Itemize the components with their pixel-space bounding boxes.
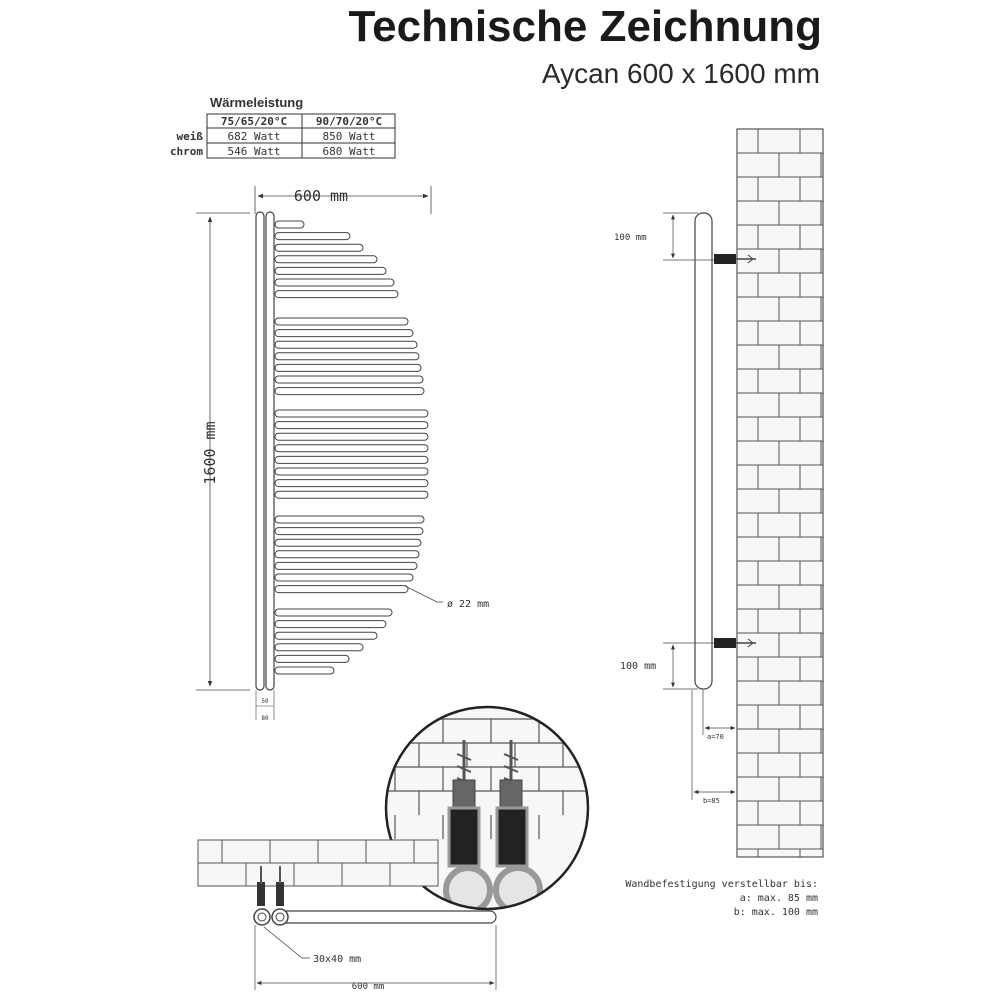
table-col-header: 75/65/20°C (220, 115, 288, 128)
heating-tube (275, 364, 421, 371)
heating-tube (275, 528, 423, 535)
heating-tube (275, 491, 428, 498)
heating-tube (275, 244, 363, 251)
small-dim-label: 80 (261, 715, 269, 722)
mounting-note (625, 879, 818, 918)
side-view (663, 129, 823, 857)
small-dim-label: 50 (261, 698, 269, 705)
heating-tube (275, 376, 423, 383)
top-view-tube (272, 911, 496, 923)
heating-tube (275, 516, 424, 523)
heat-output-table (170, 95, 395, 158)
pipe-clamp-left (446, 868, 490, 912)
heating-tube (275, 233, 350, 240)
heating-tube (275, 410, 428, 417)
table-cell: 850 Watt (322, 130, 376, 143)
mount-note-line: a: max. 85 mm (739, 893, 818, 904)
collector-pipe-left (256, 212, 264, 690)
heating-tube (275, 341, 417, 348)
width-dimension-label: 600 mm (293, 187, 349, 205)
radiator-side-profile (695, 213, 712, 689)
collector-pipe-right (266, 212, 274, 690)
heating-tube (275, 632, 377, 639)
b-dimension-label: b=85 (703, 797, 720, 805)
height-dimension-label: 1600 mm (201, 421, 219, 485)
pipe-diameter-label: ø 22 mm (447, 599, 490, 610)
table-cell: 546 Watt (227, 145, 281, 158)
heating-tube (275, 574, 413, 581)
heating-tube (275, 456, 428, 463)
page-subtitle: Aycan 600 x 1600 mm (541, 58, 820, 89)
table-row-label: weiß (176, 130, 203, 143)
heating-tube (275, 433, 428, 440)
table-row-label: chrom (169, 145, 203, 158)
a-dimension-label: a=70 (707, 733, 724, 741)
top-bracket-right (276, 882, 284, 906)
table-col-header: 90/70/20°C (315, 115, 383, 128)
bracket-block-right (497, 808, 527, 866)
heating-tube (275, 353, 419, 360)
mount-note-line: b: max. 100 mm (733, 907, 818, 918)
heating-tube (275, 330, 413, 337)
heating-tube (275, 609, 392, 616)
heating-tube (275, 279, 394, 286)
table-cell: 682 Watt (227, 130, 281, 143)
heating-tube (275, 655, 349, 662)
top-offset-label: 100 mm (614, 233, 647, 243)
page-title: Technische Zeichnung (348, 2, 822, 51)
table-heading: Wärmeleistung (210, 95, 304, 110)
heating-tube (275, 445, 428, 452)
heating-tube (275, 468, 428, 475)
heating-tube (275, 256, 377, 263)
heating-tube (275, 267, 386, 274)
heating-tubes (275, 221, 428, 674)
bottom-offset-label: 100 mm (620, 661, 657, 672)
heating-tube (275, 480, 428, 487)
connection-size-label: 30x40 mm (313, 954, 362, 965)
heating-tube (275, 621, 386, 628)
mount-note-line: Wandbefestigung verstellbar bis: (625, 879, 818, 890)
heating-tube (275, 644, 363, 651)
bracket-block-left (449, 808, 479, 866)
heating-tube (275, 667, 334, 674)
heating-tube (275, 562, 417, 569)
heating-tube (275, 551, 419, 558)
heating-tube (275, 422, 428, 429)
heating-tube (275, 388, 424, 395)
table-cell: 680 Watt (322, 145, 376, 158)
heating-tube (275, 318, 408, 325)
pipe-leader-line (405, 586, 443, 602)
top-bracket-left (257, 882, 265, 906)
brick-wall (737, 129, 823, 857)
front-view (196, 186, 443, 720)
heating-tube (275, 539, 421, 546)
heating-tube (275, 221, 304, 228)
heating-tube (275, 291, 398, 298)
top-width-label: 600 mm (351, 982, 385, 992)
heating-tube (275, 586, 408, 593)
